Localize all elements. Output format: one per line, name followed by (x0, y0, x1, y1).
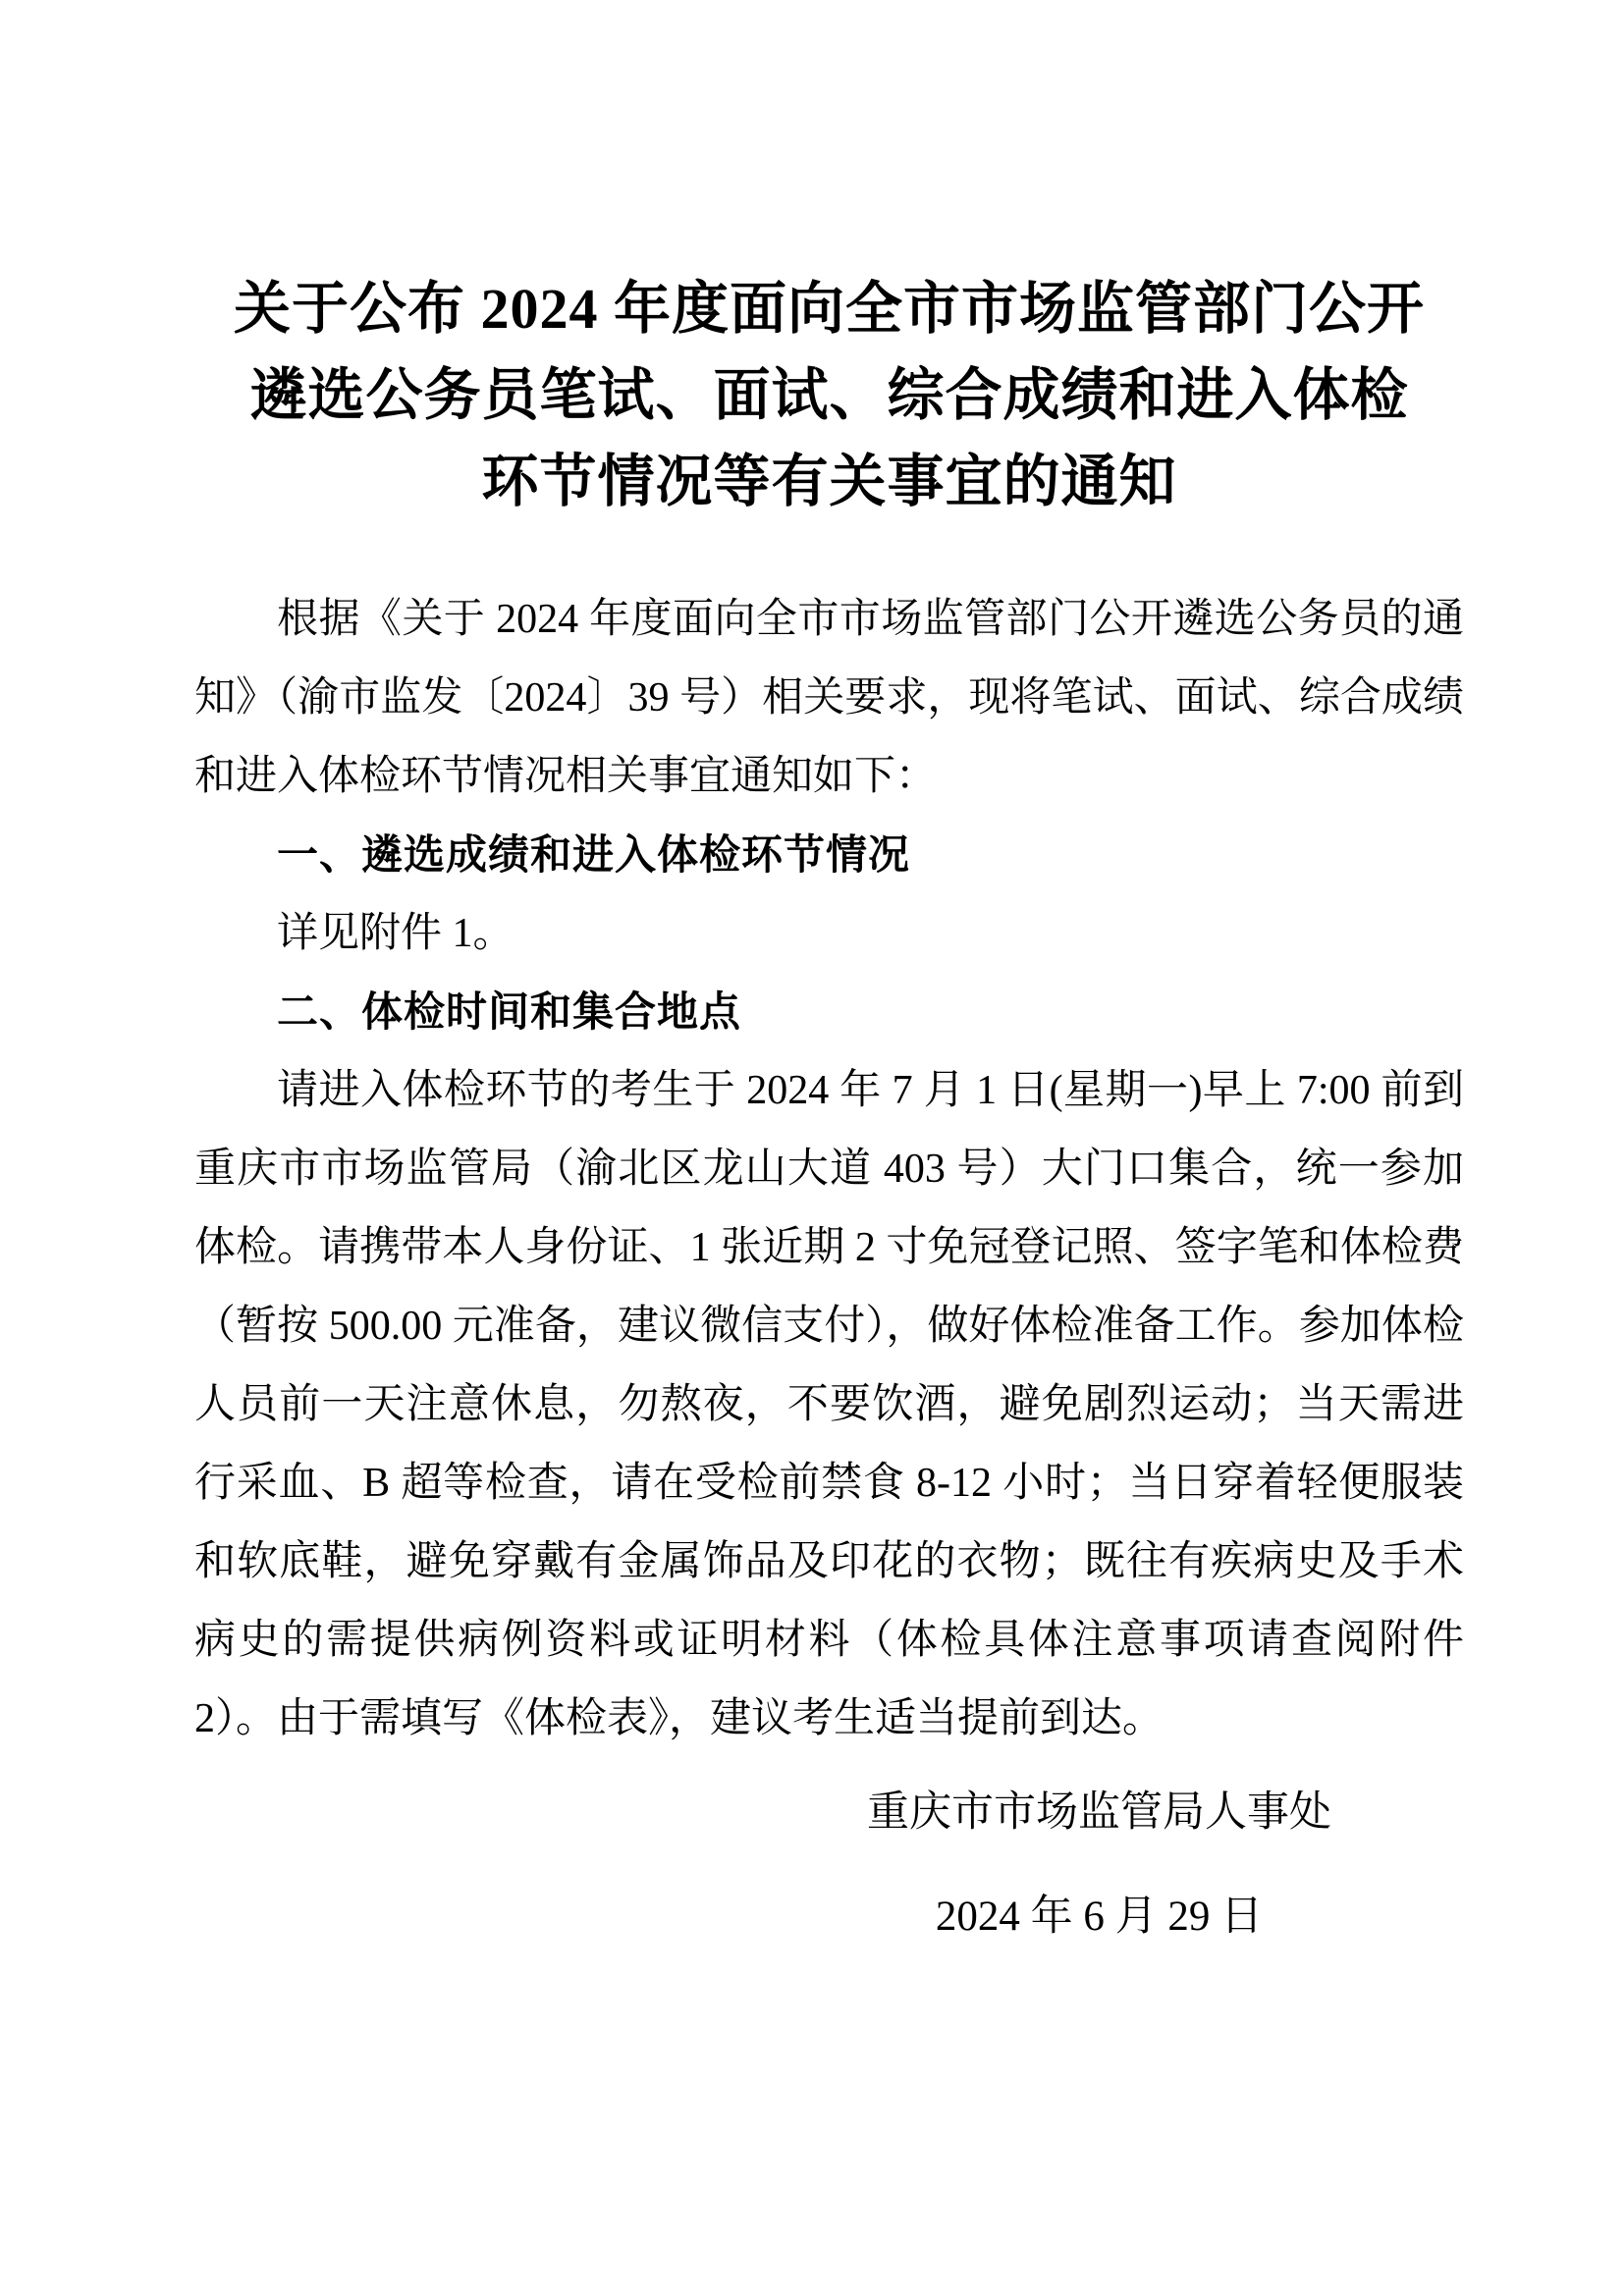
body-paragraph: 请进入体检环节的考生于 2024 年 7 月 1 日(星期一)早上 7:00 前到重庆市市场监管局（渝北区龙山大道 403 号）大门口集合，统一参加体检。请携带本人身份证、1 张近期 2 寸免冠登记照、签字笔和体检费（暂按 500.00 元准备，建议微信支付），做好体检准备工作。参加体检人员前一天注意休息，勿熬夜，不要饮酒，避免剧烈运动；当天需进行采血、B 超等检查，请在受检前禁食 8-12 小时；当日穿着轻便服装和软底鞋，避免穿戴有金属饰品及印花的衣物；既往有疾病史及手术病史的需提供病例资料或证明材料（体检具体注意事项请查阅附件 2）。由于需填写《体检表》，建议考生适当提前到达。 (194, 1067, 1464, 1741)
signature-org: 重庆市市场监管局人事处 (867, 1789, 1331, 1836)
document-title (194, 266, 1464, 525)
document-title-line-1: 关于公布 2024 年度面向全市市场监管部门公开 (233, 276, 1425, 341)
body-paragraph: 详见附件 1。 (277, 910, 514, 956)
section-heading: 一、遴选成绩和进入体检环节情况 (277, 830, 911, 878)
signature-block (194, 1774, 1464, 1956)
section-heading: 二、体检时间和集合地点 (277, 988, 742, 1035)
signature-date: 2024 年 6 月 29 日 (935, 1893, 1264, 1940)
body-paragraph: 根据《关于 2024 年度面向全市市场监管部门公开遴选公务员的通知》（渝市监发〔2024〕39 号）相关要求，现将笔试、面试、综合成绩和进入体检环节情况相关事宜通知如下： (194, 596, 1464, 799)
document-title-line-2: 遴选公务员笔试、面试、综合成绩和进入体检 (249, 362, 1409, 427)
signature-inner (867, 1774, 1331, 1956)
document-title-line-3: 环节情况等有关事宜的通知 (481, 449, 1177, 513)
document-body (194, 580, 1464, 1758)
